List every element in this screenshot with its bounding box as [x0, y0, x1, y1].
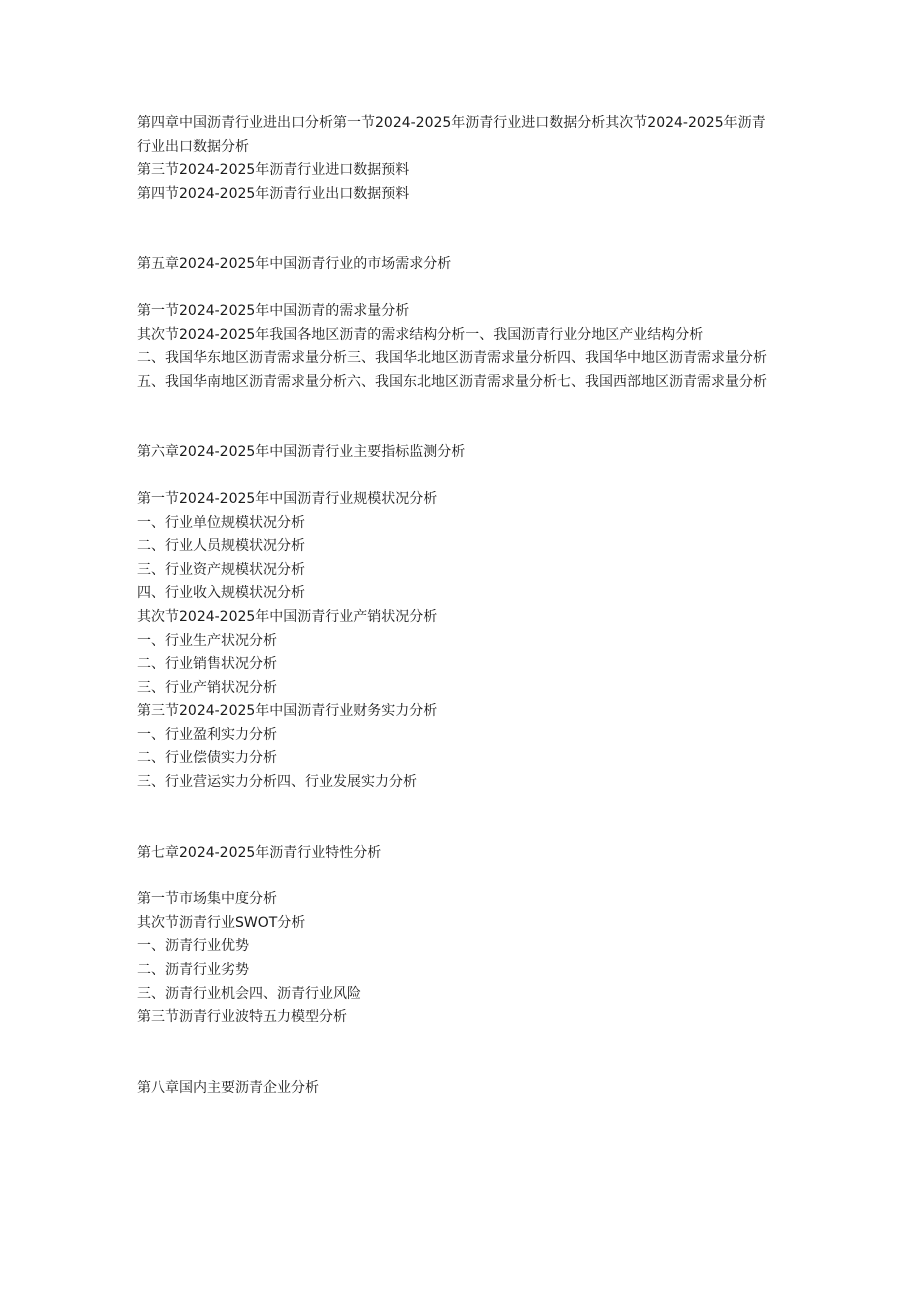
toc-line: 二、沥青行业劣势	[137, 962, 249, 979]
toc-line: 二、行业人员规模状况分析	[137, 538, 305, 555]
toc-line: 其次节沥青行业SWOT分析	[137, 914, 306, 931]
toc-line: 二、我国华东地区沥青需求量分析三、我国华北地区沥青需求量分析四、我国华中地区沥青需求量分析	[137, 350, 767, 367]
toc-line: 三、行业产销状况分析	[137, 679, 277, 696]
toc-line: 第三节沥青行业波特五力模型分析	[137, 1009, 347, 1026]
toc-line: 二、行业偿债实力分析	[137, 750, 277, 767]
toc-line: 四、行业收入规模状况分析	[137, 585, 305, 602]
chapter-heading: 第八章国内主要沥青企业分析	[137, 1079, 319, 1096]
toc-line: 一、行业单位规模状况分析	[137, 514, 305, 531]
toc-line: 五、我国华南地区沥青需求量分析六、我国东北地区沥青需求量分析七、我国西部地区沥青需求量分析	[137, 373, 767, 390]
toc-line: 一、行业生产状况分析	[137, 632, 277, 649]
toc-line: 三、沥青行业机会四、沥青行业风险	[137, 985, 361, 1002]
toc-line: 第一节2024-2025年中国沥青行业规模状况分析	[137, 490, 438, 507]
toc-line: 其次节2024-2025年中国沥青行业产销状况分析	[137, 608, 438, 625]
toc-line: 第一节市场集中度分析	[137, 891, 277, 908]
toc-line: 第四节2024-2025年沥青行业出口数据预料	[137, 185, 410, 202]
toc-line: 第三节2024-2025年中国沥青行业财务实力分析	[137, 703, 438, 720]
toc-line: 三、行业营运实力分析四、行业发展实力分析	[137, 774, 417, 791]
chapter-heading: 第六章2024-2025年中国沥青行业主要指标监测分析	[137, 444, 466, 461]
toc-line: 第三节2024-2025年沥青行业进口数据预料	[137, 162, 410, 179]
toc-line: 一、行业盈利实力分析	[137, 726, 277, 743]
toc-line: 第一节2024-2025年中国沥青的需求量分析	[137, 302, 410, 319]
toc-line: 一、沥青行业优势	[137, 938, 249, 955]
toc-line: 第四章中国沥青行业进出口分析第一节2024-2025年沥青行业进口数据分析其次节2024-2025年沥青行业出口数据分析	[137, 115, 766, 155]
document-page	[137, 112, 777, 1100]
toc-line: 二、行业销售状况分析	[137, 656, 277, 673]
toc-line: 三、行业资产规模状况分析	[137, 561, 305, 578]
toc-line: 其次节2024-2025年我国各地区沥青的需求结构分析一、我国沥青行业分地区产业结构分析	[137, 326, 704, 343]
chapter-heading: 第七章2024-2025年沥青行业特性分析	[137, 844, 382, 861]
chapter-heading: 第五章2024-2025年中国沥青行业的市场需求分析	[137, 256, 452, 273]
